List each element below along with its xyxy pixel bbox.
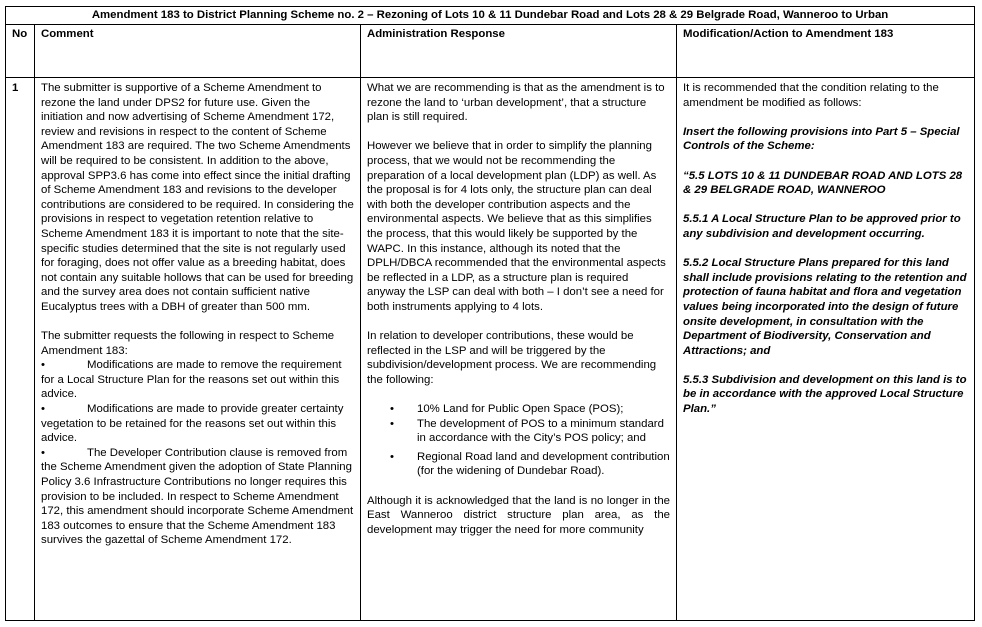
response-bullet-item	[367, 450, 670, 479]
header-comment: Comment	[35, 25, 361, 78]
comment-bullet-text: Modifications are made to provide greater certainty vegetation to be retained for the reasons set out within this advice.	[41, 403, 344, 445]
modification-insert-note: Insert the following provisions into Part 5 – Special Controls of the Scheme:	[683, 125, 960, 153]
response-paragraph: However we believe that in order to simplify the planning process, that we would not be recommending the preparation of a local development plan (LDP) as well. As the proposal is for 4 lots only, the structure plan can deal with both the developer contribution aspects and the environmental aspects. We believe that as this simplifies the process, that this would likely be supported by the WAPC. In this instance, although its noted that the DPLH/DBCA recommended that the environmental aspects be reflected in a LDP, as a structure plan is required anyway the LSP can deal with both – I don’t see a need for both instruments applying to 4 lots.	[367, 140, 666, 313]
comment-bullet-item	[41, 402, 354, 446]
response-paragraph: What we are recommending is that as the amendment is to rezone the land to ‘urban development’, that a structure plan is still required.	[367, 82, 665, 124]
bullet-marker: •	[390, 403, 394, 416]
bullet-marker: •	[41, 403, 45, 416]
row-number: 1	[6, 78, 35, 621]
modification-heading: “5.5 LOTS 10 & 11 DUNDEBAR ROAD AND LOTS 28 & 29 BELGRADE ROAD, WANNEROO	[683, 169, 963, 197]
comment-bullet-item	[41, 358, 354, 402]
response-bullet-text: 10% Land for Public Open Space (POS);	[417, 403, 624, 416]
response-cell	[361, 78, 677, 621]
response-paragraph: Although it is acknowledged that the land is no longer in the East Wanneroo district structure plan area, as the development may trigger the need for more community	[367, 494, 670, 536]
response-bullet-text: The development of POS to a minimum standard in accordance with the City’s POS policy; and	[417, 417, 664, 445]
comment-cell	[35, 78, 361, 621]
comment-bullet-text: The Developer Contribution clause is removed from the Scheme Amendment given the adoption of State Planning Policy 3.6 Infrastructure Contributions no longer requires this provision to be included. In respect to Scheme Amendment 172, this amendment should incorporate Scheme Amendment 183 outcomes to ensure that the Scheme Amendment 183 survives the gazettal of Scheme Amendment 172.	[41, 446, 354, 547]
modification-clause: 5.5.3 Subdivision and development on this land is to be in accordance with the approved Local Structure Plan.”	[683, 373, 967, 416]
response-bullet-text: Regional Road land and development contribution (for the widening of Dundebar Road).	[417, 450, 670, 478]
bullet-marker: •	[41, 446, 45, 459]
modification-cell	[677, 78, 975, 621]
response-bullet-list	[367, 402, 670, 479]
comment-bullet-text: Modifications are made to remove the requirement for a Local Structure Plan for the reasons set out within this advice.	[41, 359, 342, 401]
bullet-marker: •	[390, 417, 394, 430]
header-no: No	[6, 25, 35, 78]
modification-clause: 5.5.2 Local Structure Plans prepared for this land shall include provisions relating to the retention and protection of fauna habitat and flora and vegetation values being incorporated into the design of future onsite development, in consultation with the Department of Biodiversity, Conservation and Attractions; and	[683, 257, 967, 357]
response-bullet-item	[367, 417, 670, 446]
bullet-marker: •	[390, 450, 394, 463]
modification-intro: It is recommended that the condition relating to the amendment be modified as follows:	[683, 82, 939, 109]
response-paragraph: In relation to developer contributions, these would be reflected in the LSP and will be triggered by the subdivision/development process. We are recommending the following:	[367, 330, 657, 386]
amendment-table	[5, 6, 975, 621]
table-row	[6, 78, 975, 621]
table-title: Amendment 183 to District Planning Scheme no. 2 – Rezoning of Lots 10 & 11 Dundebar Road and Lots 28 & 29 Belgrade Road, Wanneroo to Urban	[6, 7, 975, 25]
comment-paragraph: The submitter is supportive of a Scheme Amendment to rezone the land under DPS2 for future use. Given the initiation and now advertising of Scheme Amendment 172, review and revisions in respect to the content of Scheme Amendment 183 are required. The two Scheme Amendments will be required to be consistent. In addition to the above, approval SPP3.6 has come into effect since the initial drafting of Scheme Amendment 183 and revisions to the developer contributions are considered to be required. In considering the provisions in respect to vegetation retention relative to Scheme Amendment 183 it is important to note that the site-specific studies determined that the site is not regularly used for foraging, does not offer value as a breeding habitat, does not contain any suitable hollows that can be used for breeding and the survey area does not contain sufficient native Eucalyptus trees with a DBH of greater than 500 mm.	[41, 82, 354, 313]
header-response: Administration Response	[361, 25, 677, 78]
comment-bullet-item	[41, 446, 354, 548]
modification-clause: 5.5.1 A Local Structure Plan to be approved prior to any subdivision and development occurring.	[683, 213, 961, 240]
response-bullet-item	[367, 402, 670, 417]
header-modification: Modification/Action to Amendment 183	[677, 25, 975, 78]
bullet-marker: •	[41, 359, 45, 372]
comment-paragraph: The submitter requests the following in respect to Scheme Amendment 183:	[41, 330, 335, 357]
